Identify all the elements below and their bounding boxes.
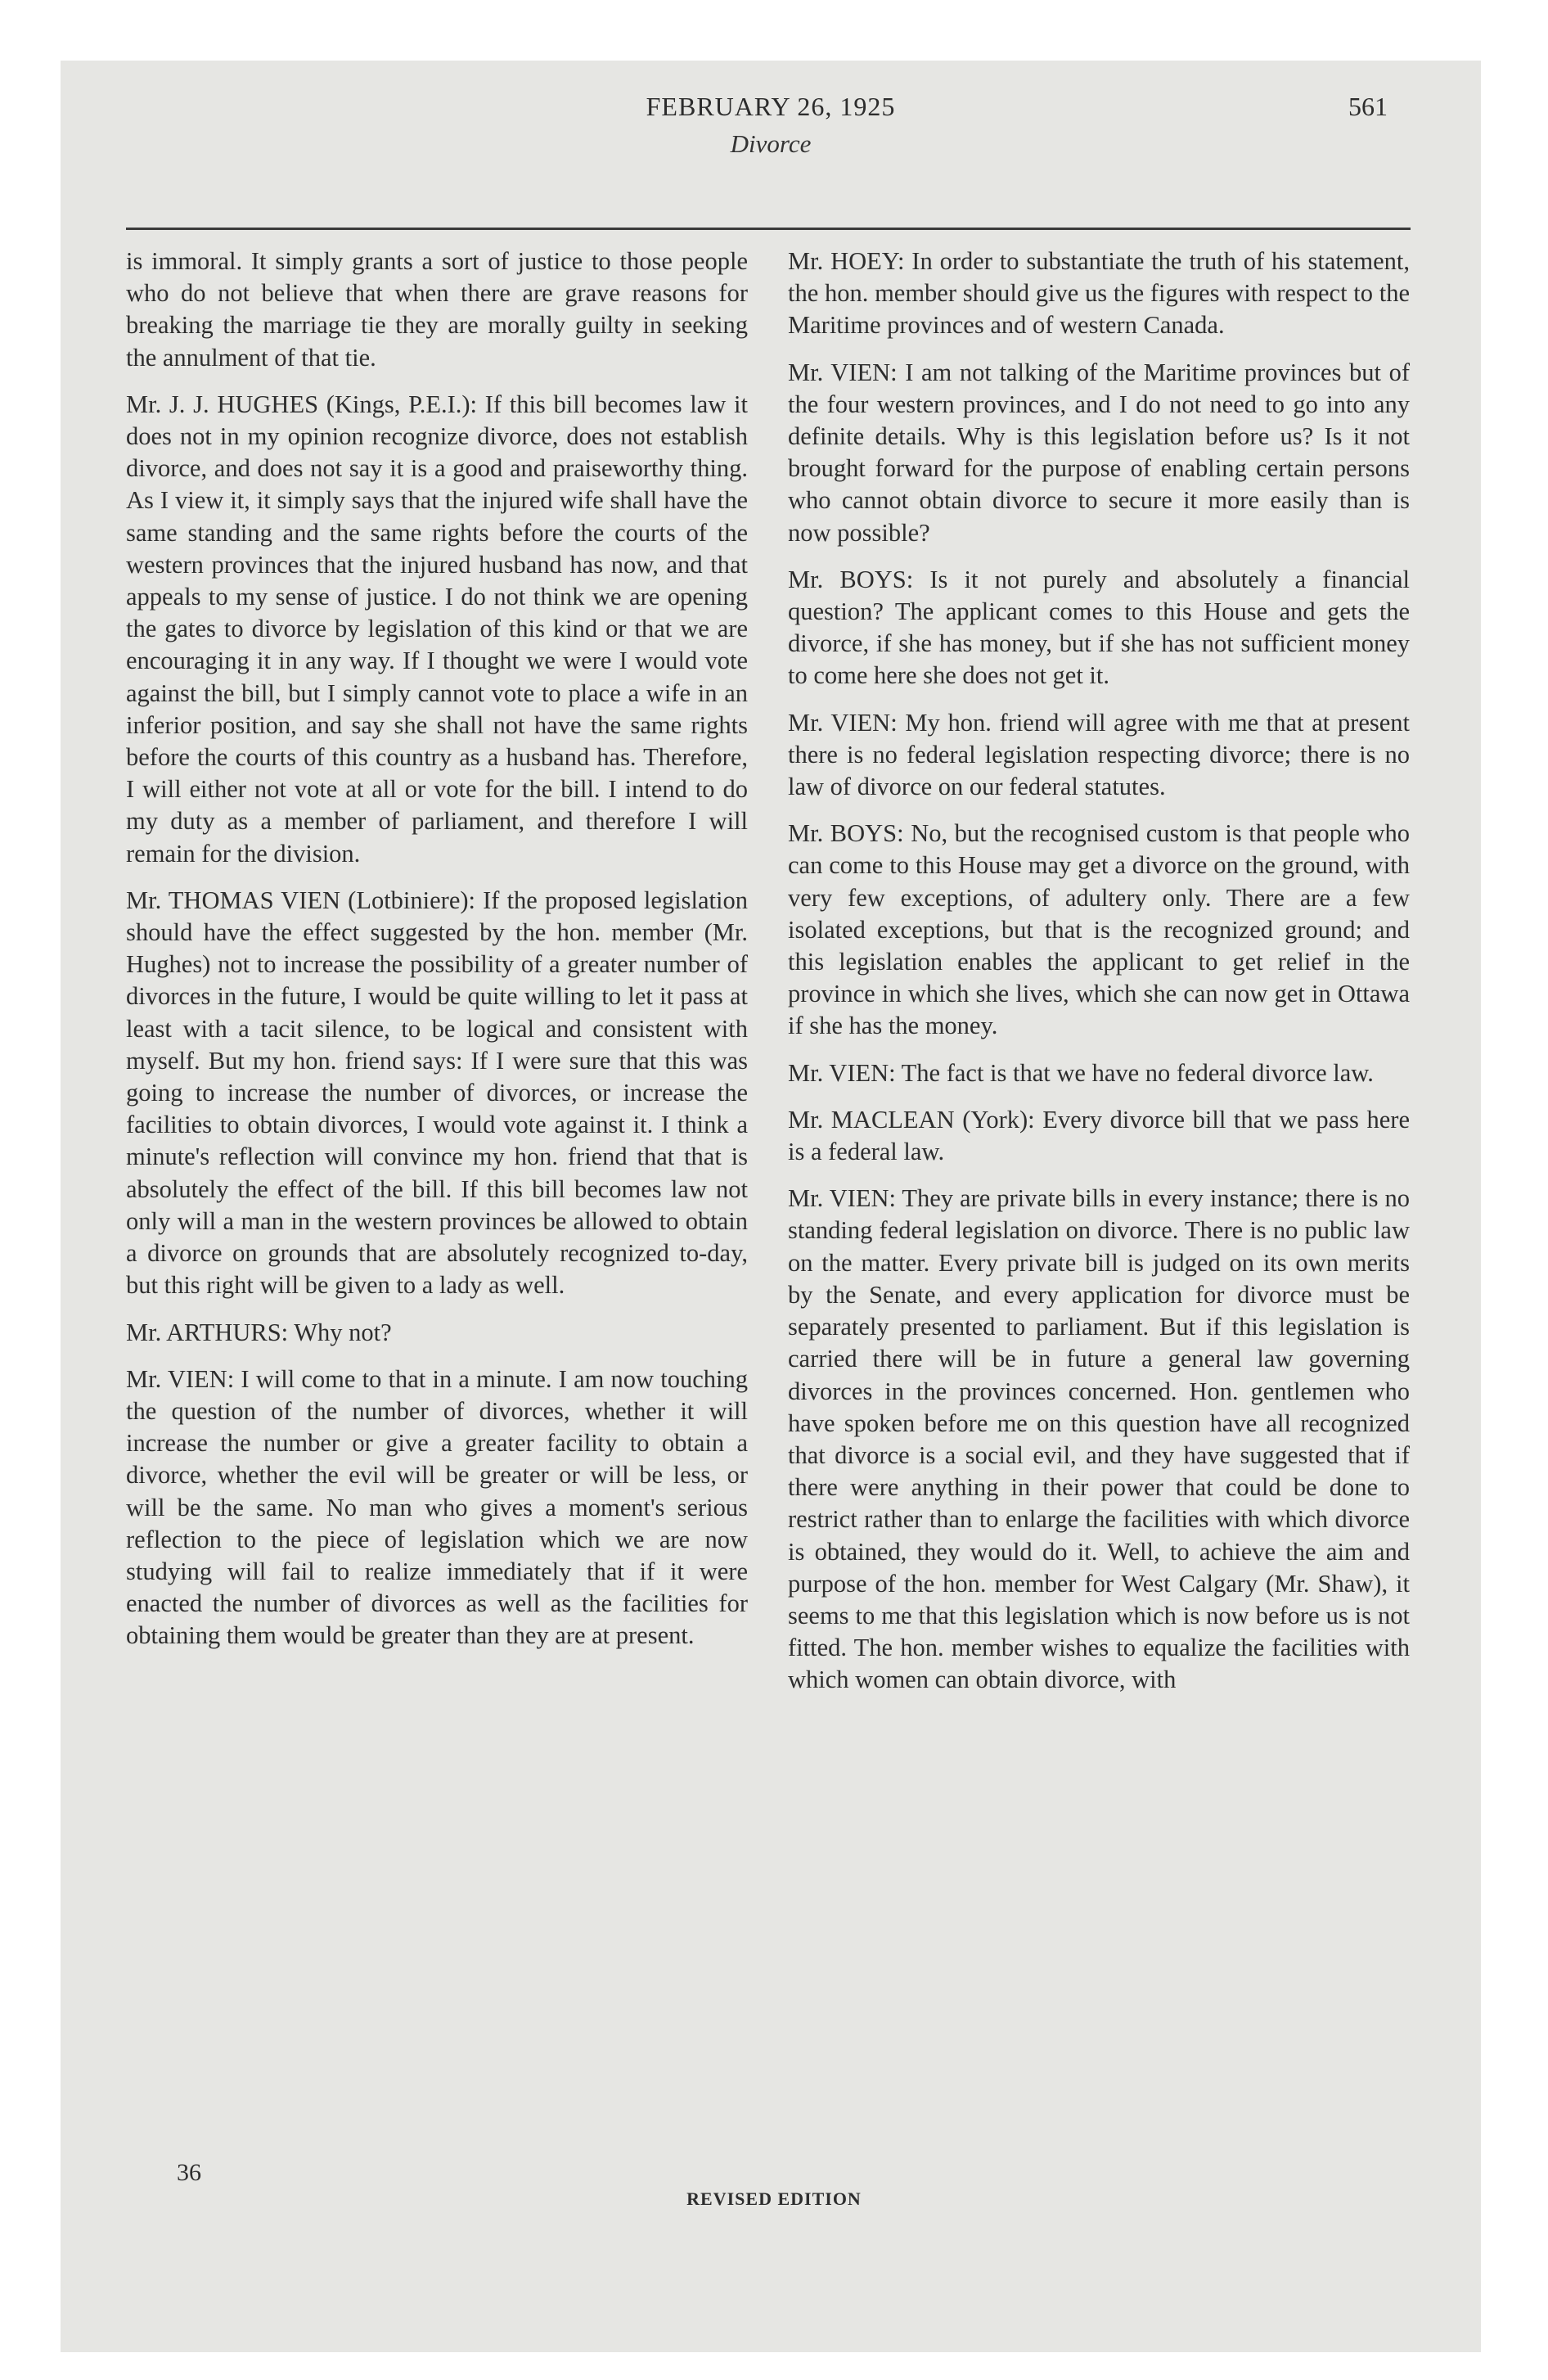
paragraph: Mr. VIEN: The fact is that we have no federal divorce law. [788,1058,1374,1087]
paragraph: Mr. VIEN: They are private bills in every instance; there is no standing federal legislation on divorce. There is no public law on the matter. Every private bill is judged on its own merits by the Senate, and every application for divorce must be separately presented to parliament. But if this legislation is carried there will be in future a general law governing divorces in the provinces concerned. Hon. gentlemen who have spoken before me on this question have all recognized that divorce is a social evil, and they have suggested that if there were anything in their power that could be done to restrict rather than to enlarge the facilities with which divorce is obtained, they would do it. Well, to achieve the aim and purpose of the hon. member for West Calgary (Mr. Shaw), it seems to me that this legislation which is now before us is not fitted. The hon. member wishes to equalize the facilities with which women can obtain divorce, with [788,1184,1410,1694]
paragraph: Mr. VIEN: I will come to that in a minute. I am now touching the question of the number of divorces, whether it will increase the number or give a greater facility to obtain a divorce, whether the evil will be greater or will be less, or will be the same. No man who gives a moment's serious reflection to the piece of legislation which we are now studying will fail to realize immediately that if it were enacted the number of divorces as well as the facilities for obtaining them would be greater than they are at present. [126,1364,748,1650]
paragraph: Mr. VIEN: My hon. friend will agree with me that at present there is no federal legislation respecting divorce; there is no law of divorce on our federal statutes. [788,708,1410,801]
paragraph: Mr. ARTHURS: Why not? [126,1318,392,1346]
paragraph: Mr. VIEN: I am not talking of the Maritime provinces but of the four western provinces, and I do not need to go into any definite details. Why is this legislation before us? Is it not brought forward for the purpose of enabling certain persons who cannot obtain divorce to secure it more easily than is now possible? [788,358,1410,547]
paragraph: Mr. J. J. HUGHES (Kings, P.E.I.): If this bill becomes law it does not in my opinion recognize divorce, does not establish divorce, and does not say it is a good and praiseworthy thing. As I view it, it simply says that the injured wife shall have the same standing and the same rights before the courts of the western provinces that the injured husband has now, and that appeals to my sense of justice. I do not think we are opening the gates to divorce by legislation of this kind or that we are encouraging it in any way. If I thought we were I would vote against the bill, but I simply cannot vote to place a wife in an inferior position, and say she shall not have the same rights before the courts of this country as a husband has. Therefore, I will either not vote at all or vote for the bill. I intend to do my duty as a member of parliament, and therefore I will remain for the division. [126,390,748,868]
edition-footer: REVISED EDITION [686,2188,862,2209]
section-title: Divorce [730,129,812,158]
paragraph: is immoral. It simply grants a sort of justice to those people who do not believe that when there are grave reasons for breaking the marriage tie they are morally guilty in seeking the annulment of that tie. [126,247,748,372]
running-title: FEBRUARY 26, 1925 [646,92,896,121]
right-column [788,246,1410,1711]
page-number: 561 [1348,92,1388,121]
header-rule [126,228,1411,230]
paragraph: Mr. BOYS: Is it not purely and absolutely a financial question? The applicant comes to this House and gets the divorce, if she has money, but if she has not sufficient money to come here she does not get it. [788,565,1410,690]
left-column [126,246,748,1667]
folio-number: 36 [177,2159,201,2186]
paragraph: Mr. MACLEAN (York): Every divorce bill that we pass here is a federal law. [788,1105,1410,1166]
paragraph: Mr. BOYS: No, but the recognised custom is that people who can come to this House may get a divorce on the ground, with very few exceptions, of adultery only. There are a few isolated exceptions, but that is the recognized ground; and this legislation enables the applicant to get relief in the province in which she lives, which she can now get in Ottawa if she has the money. [788,819,1410,1040]
page-header [61,92,1481,158]
paragraph: Mr. THOMAS VIEN (Lotbiniere): If the proposed legislation should have the effect suggested by the hon. member (Mr. Hughes) not to increase the possibility of a greater number of divorces in the future, I would be quite willing to let it pass at least with a tacit silence, to be logical and consistent with myself. But my hon. friend says: If I were sure that this was going to increase the number of divorces, or increase the facilities to obtain divorces, I would vote against it. I think a minute's reflection will convince my hon. friend that that is absolutely the effect of the bill. If this bill becomes law not only will a man in the western provinces be allowed to obtain a divorce on grounds that are absolutely recognized to-day, but this right will be given to a lady as well. [126,886,748,1300]
paragraph: Mr. HOEY: In order to substantiate the truth of his statement, the hon. member should give us the figures with respect to the Maritime provinces and of western Canada. [788,247,1410,340]
